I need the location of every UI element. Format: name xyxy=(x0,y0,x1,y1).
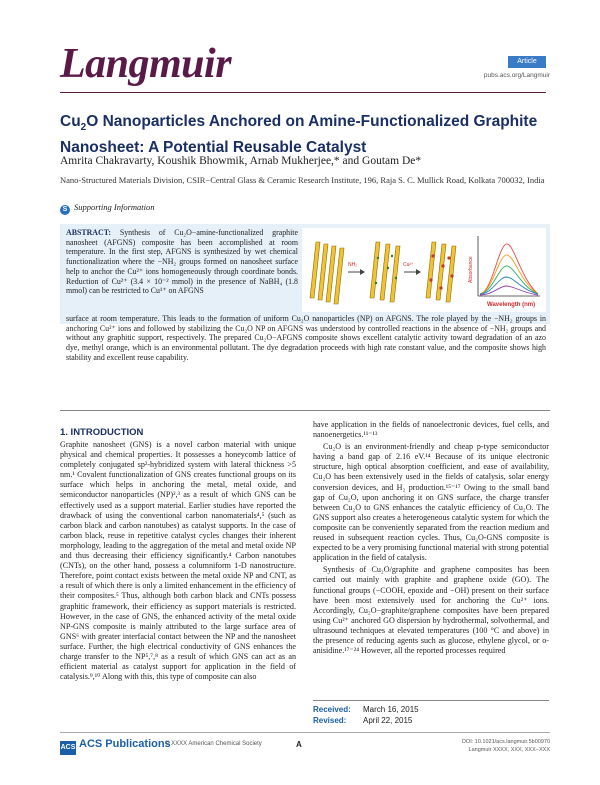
journal-name: Langmuir xyxy=(60,41,232,87)
graphite-sheets-right xyxy=(426,242,456,302)
abstract-divider xyxy=(60,410,550,411)
toc-graphic xyxy=(302,228,546,312)
doi[interactable]: DOI: 10.1021/acs.langmuir.5b00970 xyxy=(461,739,550,745)
graphite-sheet xyxy=(446,246,456,302)
article-dates xyxy=(313,700,549,726)
abstract-text-bottom: surface at room temperature. This leads to the formation of uniform Cu₂O nanoparticles (NP) on AFGNS. The role played by the −NH₂ groups in anchoring Cu²⁺ ions and followed by stabilizing the Cu₂O NP on AFGNS was understood by controlled reactions in the absence of −NH₂ groups and without any graphitic support, respectively. The prepared Cu₂O−AFGNS composite shows excellent catalytic activity toward degradation of an azo dye, methyl orange, which is an environmental pollutant. The dye degradation proceeds with high rate constant value, and the composite shows high stability and excellent reuse capability. xyxy=(66,314,546,362)
graphite-sheet xyxy=(326,246,336,302)
doi-block xyxy=(430,738,550,754)
graphite-sheet xyxy=(380,244,390,300)
graphite-sheet xyxy=(390,246,400,302)
article-type-badge: Article xyxy=(508,56,546,68)
graphite-sheet xyxy=(426,242,436,298)
supporting-information-link[interactable]: S Supporting Information xyxy=(60,202,155,215)
reaction-arrowhead-1 xyxy=(360,269,365,275)
left-column xyxy=(60,440,296,684)
footer-divider xyxy=(60,732,550,733)
citation: Langmuir XXXX, XXX, XXX−XXX xyxy=(468,747,550,753)
dates-divider xyxy=(313,700,549,701)
article-title: $Cu_2O$ Nanoparticles Anchored on Amine-Functionalized Graphite Nanosheet: A Potential Reusable Catalyst xyxy=(60,113,538,157)
paragraph: Graphite nanosheet (GNS) is a novel carbon material with unique physical and chemical properties. It possesses a honeycomb lattice of completely conjugated sp²-hybridized system with lateral thickness >5 nm.¹ Covalent functionalization of GNS creates functional groups on its surface which helps in anchoring the metal, metal oxide, and semiconductor nanoparticles (NP)²,³ as a result of which GNS can be effectively used as a support material. Earlier studies have reported the drawback of using the conventional carbon nanomaterials⁴,⁵ (such as carbon black and carbon nanotubes) as catalyst supports. In the case of carbon black, reuse in repetitive catalyst cycles changes their inherent morphology, leading to the aggregation of the metal and metal oxide NP and thus decreasing their efficiency significantly.⁴ Carbon nanotubes (CNTs), on the other hand, possess a columniform 1-D nanostructure. Therefore, point contact exists between the metal oxide NP and CNT, as a result of which there is only a limited enhancement in the efficiency of their composites.⁵ Thus, although both carbon black and CNTs possess graphitic framework, their efficiency as support materials is restricted. However, in the case of GNS, the enhanced activity of the metal oxide NP-GNS composite is mainly attributed to the large surface area of GNS⁶ with greater interfacial contact between the NP and the nanosheet surface. Further, the high electrical conductivity of GNS enhances the charge transfer to the NP⁵,⁷,⁸ as a result of which GNS can act as an efficient material as catalyst support for application in the field of catalysis.⁹,¹⁰ Along with this, this type of composite can also xyxy=(60,440,296,682)
received-date: Received: March 16, 2015 xyxy=(313,705,419,714)
right-column xyxy=(313,420,549,658)
step1-label: NH₂ xyxy=(348,262,358,268)
acs-publications-logo[interactable]: ACS ACS Publications xyxy=(60,738,171,755)
paragraph: have application in the fields of nanoelectronic devices, fuel cells, and nanoenergetics.¹¹⁻¹³ xyxy=(313,420,549,440)
graphite-sheet xyxy=(318,244,328,300)
paragraph: Cu₂O is an environment-friendly and cheap p-type semiconductor having a band gap of 2.16 eV.¹⁴ Because of its unique electronic structure, high optical absorption coefficient, and ease of availability, Cu₂O has been extensively used in the fields of catalysis, solar energy conversion devices, and H₂ production.¹⁵⁻¹⁷ Owing to the small band gap of Cu₂O, upon anchoring it on GNS surface, the charge transfer between Cu₂O to GNS enhances the catalytic efficiency of Cu₂O. The GNS support also creates a heterogeneous catalytic system for which the composite can be conveniently separated from the reaction medium and reused in subsequent reaction cycles. Thus, Cu₂O-GNS composite is expected to be a very promising functional material with strong potential application in the field of catalysis. xyxy=(313,442,549,563)
copyright: © XXXX American Chemical Society xyxy=(165,741,262,747)
plot-y-label: Absorbance xyxy=(468,256,474,283)
supporting-info-icon: S xyxy=(60,205,70,215)
uv-vis-plot xyxy=(468,236,540,308)
page-number: A xyxy=(296,740,302,749)
spectrum-curve xyxy=(480,266,538,294)
graphite-sheets-mid xyxy=(370,242,400,302)
acs-logo-icon: ACS xyxy=(60,741,76,755)
graphite-sheet xyxy=(436,244,446,300)
graphite-sheets-left xyxy=(310,242,344,304)
page-header xyxy=(0,0,600,92)
plot-x-label: Wavelength (nm) xyxy=(487,302,536,308)
abstract-text-top: ABSTRACT: Synthesis of Cu₂O−amine-functionalized graphite nanosheet (AFGNS) composite has been accomplished at room temperature. In the first step, AFGNS is synthesized by wet chemical functionalization where the −NH₂ groups formed on nanosheet surface help to anchor the Cu²⁺ ions homogeneously through coordinate bonds. Reduction of Cu²⁺ (3.4 × 10⁻² mmol) in the presence of NaBH₄ (1.8 mmol) can be restricted to Cu¹⁺ on AFGNS xyxy=(66,228,298,296)
paragraph: Synthesis of Cu₂O/graphite and graphene composites has been carried out mainly with graphite and graphene oxide (GO). The functional groups (−COOH, epoxide and −OH) present on their surface have been most extensively used for anchoring the Cu²⁺ ions. Accordingly, Cu₂O−graphite/graphene composites have been prepared using Cu²⁺ anchored GO dispersion by hydrothermal, solvothermal, and ultrasound techniques at elevated temperatures (100 °C and above) in the presence of reducing agents such as glucose, ethylene glycol, or o-anisidine.¹⁷⁻²⁴ However, all the reported processes required xyxy=(313,565,549,656)
section-heading-introduction: 1. INTRODUCTION xyxy=(60,427,144,438)
journal-url[interactable]: pubs.acs.org/Langmuir xyxy=(483,72,550,79)
step2-label: Cu²⁺ xyxy=(403,262,414,268)
header-divider xyxy=(60,92,546,93)
reaction-arrowhead-2 xyxy=(416,269,421,275)
toc-graphic-svg xyxy=(302,228,546,312)
graphite-sheet xyxy=(334,248,344,304)
graphite-sheet xyxy=(310,242,320,298)
abstract-label: ABSTRACT: xyxy=(66,228,112,237)
revised-date: Revised: April 22, 2015 xyxy=(313,716,413,725)
author-list: Amrita Chakravarty, Koushik Bhowmik, Arnab Mukherjee,* and Goutam De* xyxy=(60,155,422,167)
affiliation: Nano-Structured Materials Division, CSIR−Central Glass & Ceramic Research Institute, 196, Raja S. C. Mullick Road, Kolkata 700032, India xyxy=(60,175,545,185)
graphite-sheet xyxy=(370,242,380,298)
